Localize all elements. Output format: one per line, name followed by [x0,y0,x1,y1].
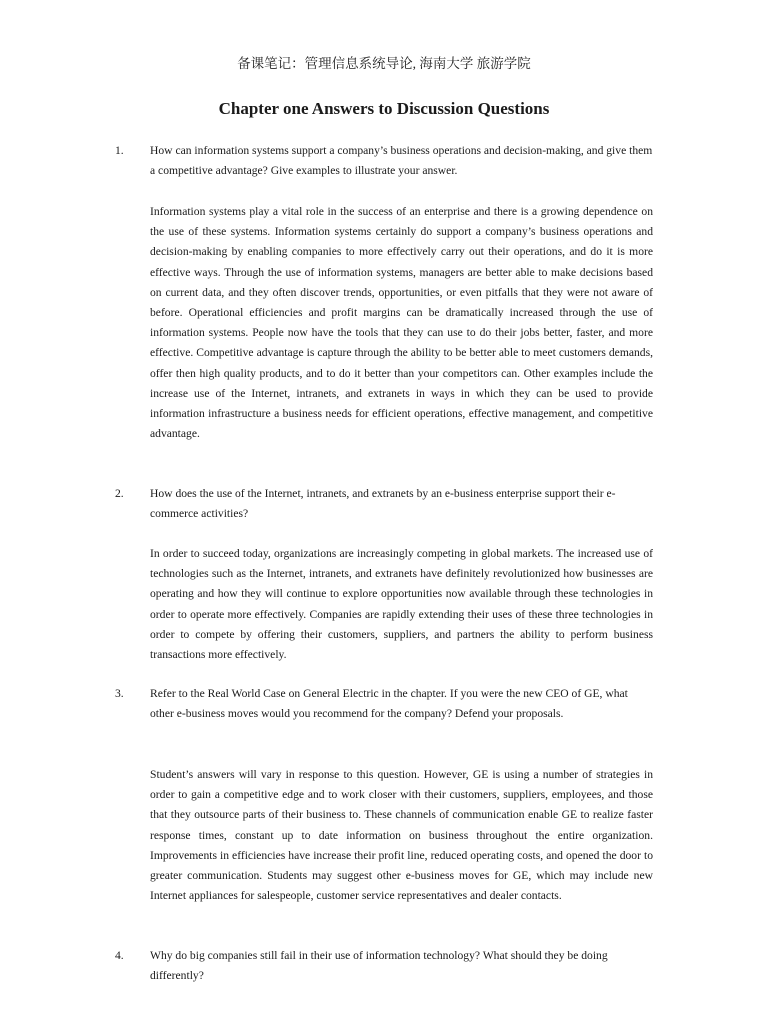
question-number: 2. [115,487,124,500]
question-text: Why do big companies still fail in their use of information technology? What should they be doing differently? [150,949,608,983]
question-text: How can information systems support a company’s business operations and decision-making, and give them a competitive advantage? Give examples to illustrate your answer. [150,144,653,178]
page-title: Chapter one Answers to Discussion Questions [218,99,550,118]
answer-text: In order to succeed today, organizations are increasingly competing in global markets. The increased use of technologies such as the Internet, intranets, and extranets have definitely revolutionized how businesses are operating and how they will continue to explore opportunities now available through these technologies in order to operate more effectively. Companies are rapidly extending their uses of these three technologies in order to compete by offering their customers, suppliers, and partners the ability to perform business transactions more effectively. [150,547,653,662]
question-text: Refer to the Real World Case on General Electric in the chapter. If you were the new CEO of GE, what other e-business moves would you recommend for the company? Defend your proposals. [150,687,628,721]
question-number: 4. [115,949,124,962]
answer-text: Student’s answers will vary in response to this question. However, GE is using a number of strategies in order to gain a competitive edge and to work closer with their customers, suppliers, employees, and those that they outsource parts of their business to. These channels of communication enable GE to realize faster response times, constant up to date information on business throughout the entire organization. Improvements in efficiencies have increase their profit line, reduced operating costs, and opened the door to greater communication. Students may suggest other e-business moves for GE, which may include new Internet appliances for salespeople, customer service representatives and dealer contacts. [150,768,653,903]
question-number: 3. [115,687,124,700]
question-text: How does the use of the Internet, intranets, and extranets by an e-business enterprise support their e-commerce activities? [150,487,616,521]
question-number: 1. [115,144,124,157]
page-header: 备课笔记：管理信息系统导论, 海南大学 旅游学院 [237,56,531,71]
answer-text: Information systems play a vital role in the success of an enterprise and there is a growing dependence on the use of these systems. Information systems certainly do support a company’s business operations and decision-making by enabling companies to more effectively carry out their operations, and do it is more effective ways. Through the use of information systems, managers are better able to make decisions based on current data, and they often discover trends, opportunities, or even pitfalls that they were not aware of before. Operational efficiencies and profit margins can be dramatically increased through the use of information systems. People now have the tools that they can use to do their jobs better, faster, and more effective. Competitive advantage is capture through the ability to be better able to meet customers demands, offer then high quality products, and to do it better than your competitors can. Other examples include the increase use of the Internet, intranets, and extranets in ways in which they can be used to provide information infrastructure a business needs for efficient operations, effective management, and competitive advantage. [150,205,653,441]
